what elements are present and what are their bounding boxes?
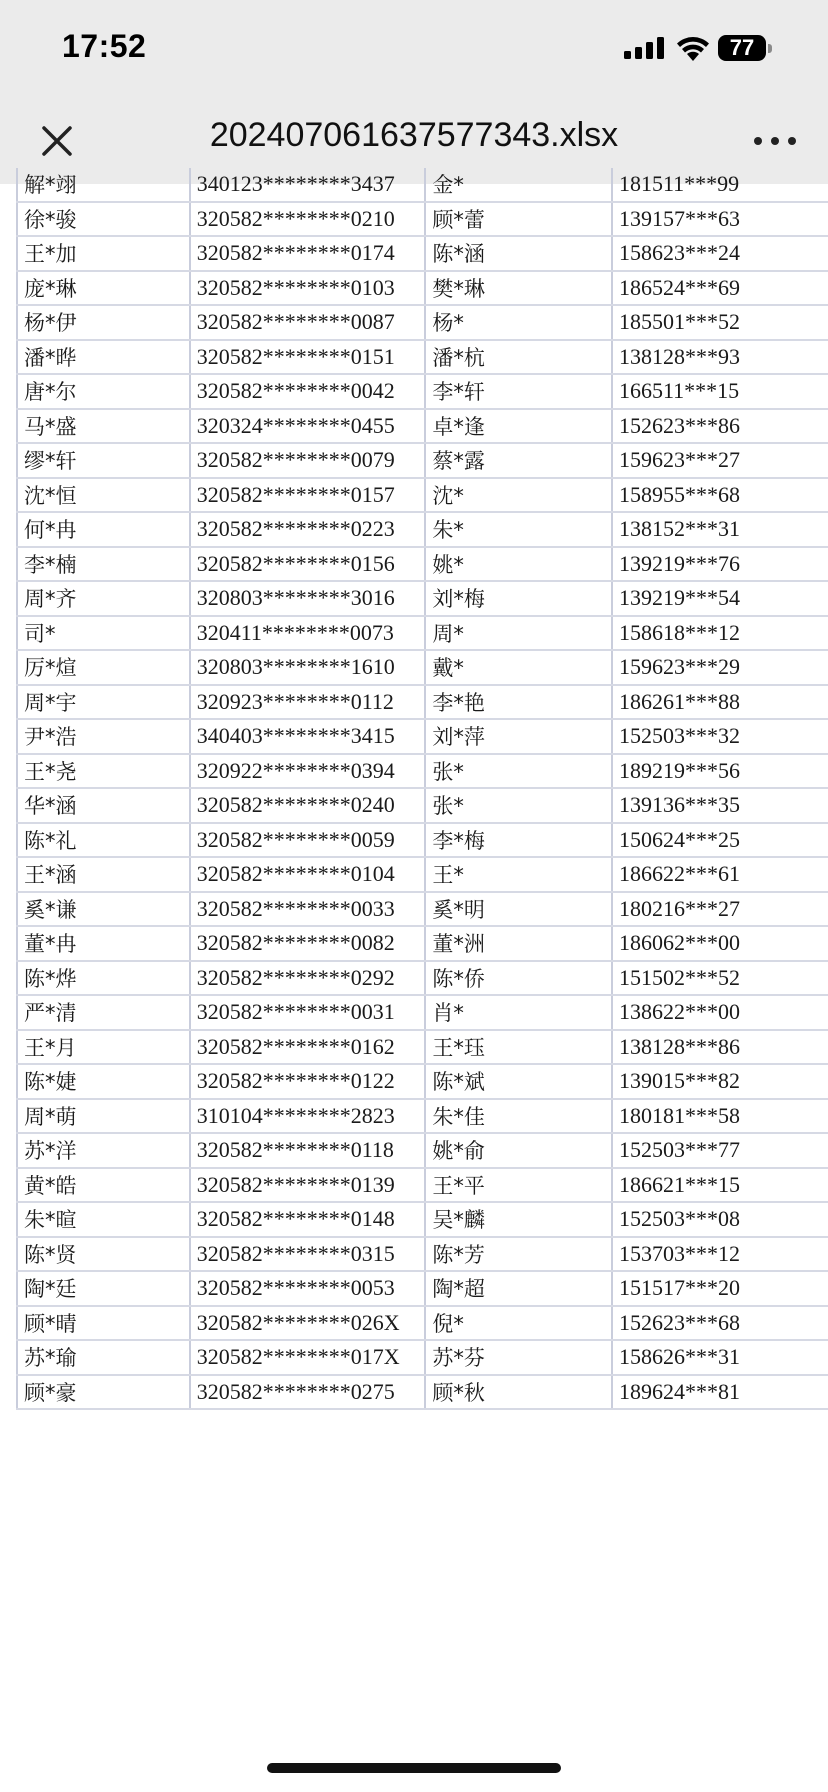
table-cell[interactable]: 陈*礼	[17, 823, 190, 858]
table-cell[interactable]: 马*盛	[17, 409, 190, 444]
table-cell[interactable]: 顾*晴	[17, 1306, 190, 1341]
wifi-icon	[676, 35, 710, 61]
table-cell[interactable]: 152503***77	[612, 1133, 828, 1168]
table-cell[interactable]: 320582********0059	[190, 823, 426, 858]
table-cell[interactable]: 王*月	[17, 1030, 190, 1065]
table-cell[interactable]: 李*轩	[425, 374, 612, 409]
table-cell[interactable]: 朱*佳	[425, 1099, 612, 1134]
table-row	[17, 857, 828, 892]
table-row	[17, 547, 828, 582]
table-row	[17, 1064, 828, 1099]
table-cell[interactable]: 139136***35	[612, 788, 828, 823]
table-cell[interactable]: 陈*芳	[425, 1237, 612, 1272]
table-cell[interactable]: 倪*	[425, 1306, 612, 1341]
table-cell[interactable]: 杨*伊	[17, 305, 190, 340]
table-cell[interactable]: 陈*婕	[17, 1064, 190, 1099]
table-cell[interactable]: 139219***54	[612, 581, 828, 616]
table-cell[interactable]: 苏*洋	[17, 1133, 190, 1168]
table-row	[17, 1237, 828, 1272]
home-indicator[interactable]	[267, 1763, 561, 1773]
table-cell[interactable]: 320582********0042	[190, 374, 426, 409]
table-row	[17, 961, 828, 996]
table-cell[interactable]: 181511***99	[612, 168, 828, 202]
table-cell[interactable]: 166511***15	[612, 374, 828, 409]
table-row	[17, 478, 828, 513]
table-cell[interactable]: 180216***27	[612, 892, 828, 927]
table-cell[interactable]: 顾*秋	[425, 1375, 612, 1410]
table-cell[interactable]: 320582********0240	[190, 788, 426, 823]
table-cell[interactable]: 186622***61	[612, 857, 828, 892]
table-cell[interactable]: 320582********0151	[190, 340, 426, 375]
table-cell[interactable]: 刘*梅	[425, 581, 612, 616]
table-cell[interactable]: 340403********3415	[190, 719, 426, 754]
table-cell[interactable]: 159623***29	[612, 650, 828, 685]
table-cell[interactable]: 153703***12	[612, 1237, 828, 1272]
table-cell[interactable]: 王*加	[17, 236, 190, 271]
table-cell[interactable]: 陈*贤	[17, 1237, 190, 1272]
table-row	[17, 305, 828, 340]
table-cell[interactable]: 152503***08	[612, 1202, 828, 1237]
battery-icon	[718, 35, 766, 61]
table-cell[interactable]: 151502***52	[612, 961, 828, 996]
table-cell[interactable]: 王*涵	[17, 857, 190, 892]
table-cell[interactable]: 320582********026X	[190, 1306, 426, 1341]
table-cell[interactable]: 150624***25	[612, 823, 828, 858]
table-cell[interactable]: 185501***52	[612, 305, 828, 340]
table-row	[17, 236, 828, 271]
battery-tip	[768, 44, 772, 53]
table-cell[interactable]: 周*宇	[17, 685, 190, 720]
table-row	[17, 754, 828, 789]
table-cell[interactable]: 尹*浩	[17, 719, 190, 754]
table-row	[17, 926, 828, 961]
table-cell[interactable]: 司*	[17, 616, 190, 651]
more-icon[interactable]	[750, 120, 800, 162]
table-cell[interactable]: 严*清	[17, 995, 190, 1030]
table-cell[interactable]: 159623***27	[612, 443, 828, 478]
table-cell[interactable]: 320582********0275	[190, 1375, 426, 1410]
table-cell[interactable]: 潘*晔	[17, 340, 190, 375]
table-cell[interactable]: 厉*煊	[17, 650, 190, 685]
table-cell[interactable]: 138152***31	[612, 512, 828, 547]
table-cell[interactable]: 189624***81	[612, 1375, 828, 1410]
table-row	[17, 409, 828, 444]
table-cell[interactable]: 何*冉	[17, 512, 190, 547]
table-cell[interactable]: 320923********0112	[190, 685, 426, 720]
table-cell[interactable]: 158626***31	[612, 1340, 828, 1375]
table-row	[17, 1306, 828, 1341]
table-cell[interactable]: 奚*谦	[17, 892, 190, 927]
table-cell[interactable]: 苏*芬	[425, 1340, 612, 1375]
table-cell[interactable]: 138622***00	[612, 995, 828, 1030]
table-cell[interactable]: 肖*	[425, 995, 612, 1030]
battery-level: 77	[729, 35, 755, 60]
table-cell[interactable]: 186062***00	[612, 926, 828, 961]
table-cell[interactable]: 黄*皓	[17, 1168, 190, 1203]
table-cell[interactable]: 奚*明	[425, 892, 612, 927]
table-cell[interactable]: 戴*	[425, 650, 612, 685]
table-cell[interactable]: 320582********0174	[190, 236, 426, 271]
table-cell[interactable]: 158955***68	[612, 478, 828, 513]
table-row	[17, 685, 828, 720]
table-row	[17, 374, 828, 409]
signal-icon	[624, 37, 666, 59]
table-row	[17, 1340, 828, 1375]
table-cell[interactable]: 320582********0122	[190, 1064, 426, 1099]
table-cell[interactable]: 苏*瑜	[17, 1340, 190, 1375]
table-cell[interactable]: 320582********0223	[190, 512, 426, 547]
table-cell[interactable]: 杨*	[425, 305, 612, 340]
table-cell[interactable]: 刘*萍	[425, 719, 612, 754]
table-cell[interactable]: 姚*俞	[425, 1133, 612, 1168]
table-cell[interactable]: 张*	[425, 788, 612, 823]
table-row	[17, 443, 828, 478]
table-row	[17, 1099, 828, 1134]
table-cell[interactable]: 卓*逢	[425, 409, 612, 444]
table-cell[interactable]: 320582********0103	[190, 271, 426, 306]
table-cell[interactable]: 186621***15	[612, 1168, 828, 1203]
table-cell[interactable]: 李*梅	[425, 823, 612, 858]
table-cell[interactable]: 华*涵	[17, 788, 190, 823]
table-row	[17, 168, 828, 202]
table-row	[17, 1271, 828, 1306]
table-cell[interactable]: 张*	[425, 754, 612, 789]
table-cell[interactable]: 朱*暄	[17, 1202, 190, 1237]
table-cell[interactable]: 320582********0104	[190, 857, 426, 892]
table-row	[17, 616, 828, 651]
table-cell[interactable]: 周*	[425, 616, 612, 651]
table-row	[17, 650, 828, 685]
table-cell[interactable]: 138128***93	[612, 340, 828, 375]
table-row	[17, 1168, 828, 1203]
table-cell[interactable]: 唐*尔	[17, 374, 190, 409]
table-cell[interactable]: 320582********017X	[190, 1340, 426, 1375]
table-cell[interactable]: 320582********0210	[190, 202, 426, 237]
table-cell[interactable]: 320582********0087	[190, 305, 426, 340]
table-row	[17, 1375, 828, 1410]
table-cell[interactable]: 王*珏	[425, 1030, 612, 1065]
table-cell[interactable]: 姚*	[425, 547, 612, 582]
table-cell[interactable]: 王*平	[425, 1168, 612, 1203]
table-cell[interactable]: 310104********2823	[190, 1099, 426, 1134]
table-cell[interactable]: 陶*超	[425, 1271, 612, 1306]
table-cell[interactable]: 320582********0156	[190, 547, 426, 582]
table-cell[interactable]: 陶*廷	[17, 1271, 190, 1306]
table-cell[interactable]: 320582********0082	[190, 926, 426, 961]
table-row	[17, 1030, 828, 1065]
table-cell[interactable]: 缪*轩	[17, 443, 190, 478]
spreadsheet-view[interactable]	[0, 171, 828, 1792]
table-cell[interactable]: 董*洲	[425, 926, 612, 961]
table-cell[interactable]: 186261***88	[612, 685, 828, 720]
table-cell[interactable]: 320582********0118	[190, 1133, 426, 1168]
table-cell[interactable]: 陈*斌	[425, 1064, 612, 1099]
table-cell[interactable]: 陈*侨	[425, 961, 612, 996]
table-cell[interactable]: 320582********0148	[190, 1202, 426, 1237]
table-cell[interactable]: 320582********0292	[190, 961, 426, 996]
table-row	[17, 512, 828, 547]
table-cell[interactable]: 320582********0157	[190, 478, 426, 513]
table-cell[interactable]: 陈*涵	[425, 236, 612, 271]
table-cell[interactable]: 庞*琳	[17, 271, 190, 306]
table-cell[interactable]: 王*	[425, 857, 612, 892]
table-cell[interactable]: 金*	[425, 168, 612, 202]
table-row	[17, 1202, 828, 1237]
table-row	[17, 271, 828, 306]
table-cell[interactable]: 152623***68	[612, 1306, 828, 1341]
table-cell[interactable]: 解*翊	[17, 168, 190, 202]
table-cell[interactable]: 340123********3437	[190, 168, 426, 202]
table-cell[interactable]: 周*齐	[17, 581, 190, 616]
table-row	[17, 823, 828, 858]
spreadsheet-table	[16, 168, 828, 1410]
table-cell[interactable]: 186524***69	[612, 271, 828, 306]
table-cell[interactable]: 樊*琳	[425, 271, 612, 306]
table-row	[17, 719, 828, 754]
table-cell[interactable]: 陈*烨	[17, 961, 190, 996]
table-cell[interactable]: 320582********0031	[190, 995, 426, 1030]
table-cell[interactable]: 320803********1610	[190, 650, 426, 685]
table-cell[interactable]: 董*冉	[17, 926, 190, 961]
table-cell[interactable]: 吴*麟	[425, 1202, 612, 1237]
table-cell[interactable]: 徐*骏	[17, 202, 190, 237]
table-cell[interactable]: 潘*杭	[425, 340, 612, 375]
table-cell[interactable]: 沈*恒	[17, 478, 190, 513]
table-cell[interactable]: 139157***63	[612, 202, 828, 237]
table-cell[interactable]: 158618***12	[612, 616, 828, 651]
table-cell[interactable]: 320582********0033	[190, 892, 426, 927]
table-cell[interactable]: 王*尧	[17, 754, 190, 789]
table-cell[interactable]: 周*萌	[17, 1099, 190, 1134]
table-cell[interactable]: 320582********0053	[190, 1271, 426, 1306]
table-cell[interactable]: 蔡*露	[425, 443, 612, 478]
table-row	[17, 581, 828, 616]
table-row	[17, 1133, 828, 1168]
table-row	[17, 340, 828, 375]
table-cell[interactable]: 320582********0139	[190, 1168, 426, 1203]
table-cell[interactable]: 320803********3016	[190, 581, 426, 616]
table-row	[17, 995, 828, 1030]
table-cell[interactable]: 320582********0162	[190, 1030, 426, 1065]
table-cell[interactable]: 138128***86	[612, 1030, 828, 1065]
table-cell[interactable]: 朱*	[425, 512, 612, 547]
table-row	[17, 202, 828, 237]
table-cell[interactable]: 139015***82	[612, 1064, 828, 1099]
table-cell[interactable]: 320922********0394	[190, 754, 426, 789]
table-cell[interactable]: 189219***56	[612, 754, 828, 789]
file-title: 202407061637577343.xlsx	[209, 116, 619, 154]
table-cell[interactable]: 320582********0079	[190, 443, 426, 478]
status-time: 17:52	[62, 28, 147, 64]
status-bar	[0, 0, 828, 100]
table-cell[interactable]: 顾*豪	[17, 1375, 190, 1410]
table-row	[17, 788, 828, 823]
table-cell[interactable]: 320411********0073	[190, 616, 426, 651]
table-cell[interactable]: 139219***76	[612, 547, 828, 582]
table-cell[interactable]: 180181***58	[612, 1099, 828, 1134]
table-cell[interactable]: 152503***32	[612, 719, 828, 754]
table-cell[interactable]: 320324********0455	[190, 409, 426, 444]
table-cell[interactable]: 158623***24	[612, 236, 828, 271]
table-row	[17, 892, 828, 927]
table-cell[interactable]: 152623***86	[612, 409, 828, 444]
table-cell[interactable]: 李*楠	[17, 547, 190, 582]
table-cell[interactable]: 沈*	[425, 478, 612, 513]
table-cell[interactable]: 151517***20	[612, 1271, 828, 1306]
table-cell[interactable]: 李*艳	[425, 685, 612, 720]
table-cell[interactable]: 320582********0315	[190, 1237, 426, 1272]
table-cell[interactable]: 顾*蕾	[425, 202, 612, 237]
